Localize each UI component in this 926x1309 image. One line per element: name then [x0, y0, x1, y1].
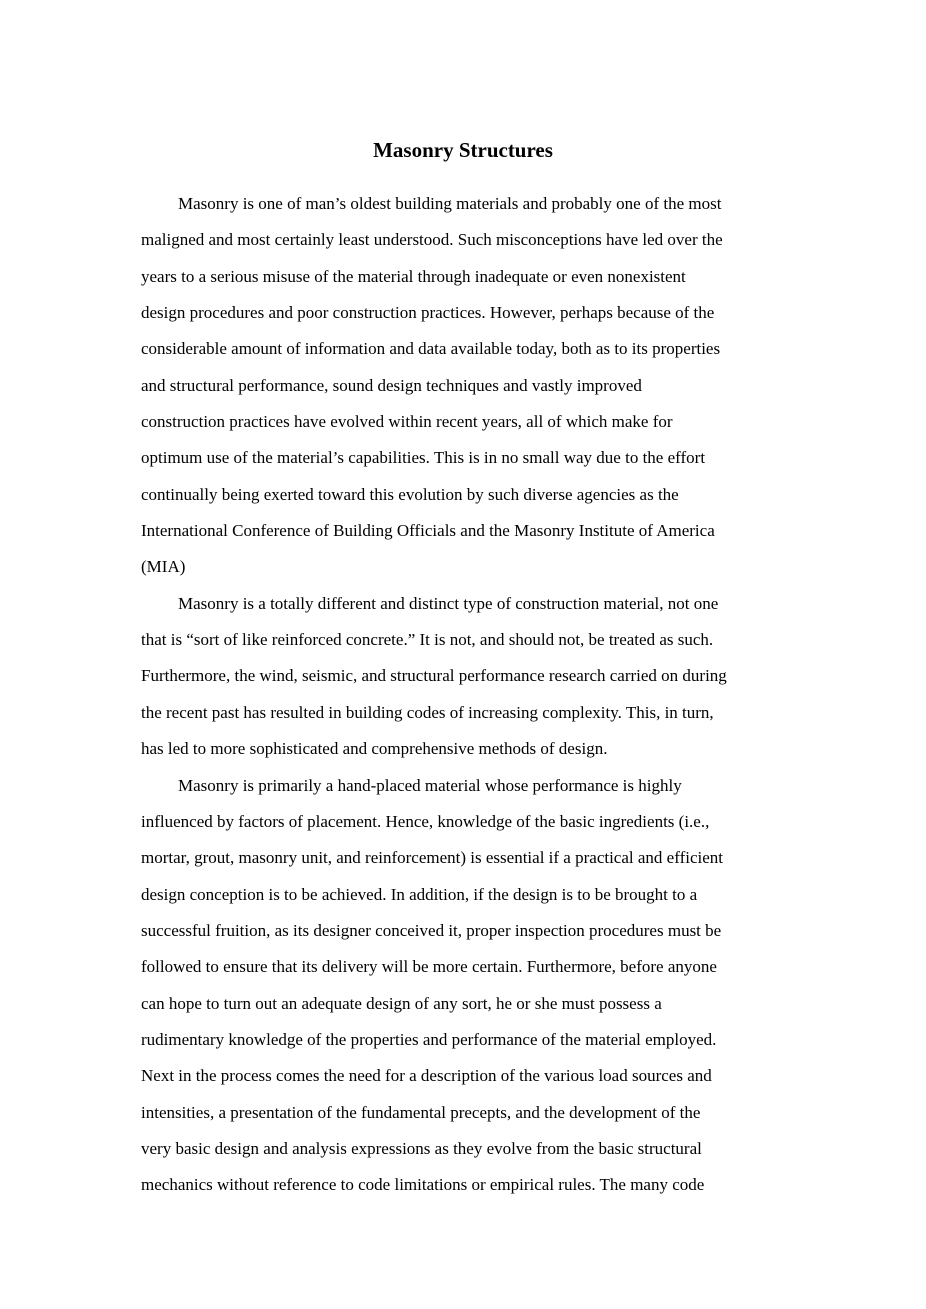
paragraph-2 [141, 586, 791, 768]
text-line: intensities, a presentation of the fundamental precepts, and the development of the [141, 1102, 701, 1122]
body-text [141, 186, 791, 1204]
text-line: construction practices have evolved within recent years, all of which make for [141, 412, 673, 432]
text-line: Furthermore, the wind, seismic, and structural performance research carried on during [141, 666, 727, 686]
text-line: Next in the process comes the need for a description of the various load sources and [141, 1066, 712, 1086]
text-line: (MIA) [141, 557, 186, 577]
text-line: maligned and most certainly least understood. Such misconceptions have led over the [141, 230, 723, 250]
text-line: design procedures and poor construction practices. However, perhaps because of the [141, 303, 715, 323]
text-line: influenced by factors of placement. Hence, knowledge of the basic ingredients (i.e., [141, 811, 710, 831]
text-line: rudimentary knowledge of the properties and performance of the material employed. [141, 1029, 717, 1049]
text-line: mortar, grout, masonry unit, and reinforcement) is essential if a practical and efficient [141, 848, 723, 868]
text-line: Masonry is a totally different and distinct type of construction material, not one [178, 593, 719, 613]
text-line: Masonry is one of man’s oldest building materials and probably one of the most [178, 194, 722, 213]
text-line: and structural performance, sound design techniques and vastly improved [141, 375, 642, 395]
text-line: years to a serious misuse of the material through inadequate or even nonexistent [141, 266, 686, 286]
text-line: the recent past has resulted in building codes of increasing complexity. This, in turn, [141, 702, 714, 722]
text-line: successful fruition, as its designer conceived it, proper inspection procedures must be [141, 920, 722, 940]
text-line: considerable amount of information and data available today, both as to its properties [141, 339, 721, 359]
text-line: International Conference of Building Officials and the Masonry Institute of America [141, 521, 715, 541]
text-line: mechanics without reference to code limitations or empirical rules. The many code [141, 1175, 705, 1195]
text-line: very basic design and analysis expressions as they evolve from the basic structural [141, 1138, 702, 1158]
text-line: continually being exerted toward this evolution by such diverse agencies as the [141, 484, 679, 504]
paragraph-3 [141, 768, 791, 1204]
text-line: that is “sort of like reinforced concrete.” It is not, and should not, be treated as such. [141, 630, 714, 650]
text-line: optimum use of the material’s capabilities. This is in no small way due to the effort [141, 448, 706, 468]
text-line: has led to more sophisticated and comprehensive methods of design. [141, 739, 608, 759]
text-line: design conception is to be achieved. In addition, if the design is to be brought to a [141, 884, 698, 904]
text-line: Masonry is primarily a hand-placed material whose performance is highly [178, 775, 682, 795]
text-line: followed to ensure that its delivery will be more certain. Furthermore, before anyone [141, 957, 717, 977]
paragraph-1 [141, 186, 791, 586]
text-line: can hope to turn out an adequate design of any sort, he or she must possess a [141, 993, 662, 1013]
page-title: Masonry Structures [373, 138, 553, 162]
